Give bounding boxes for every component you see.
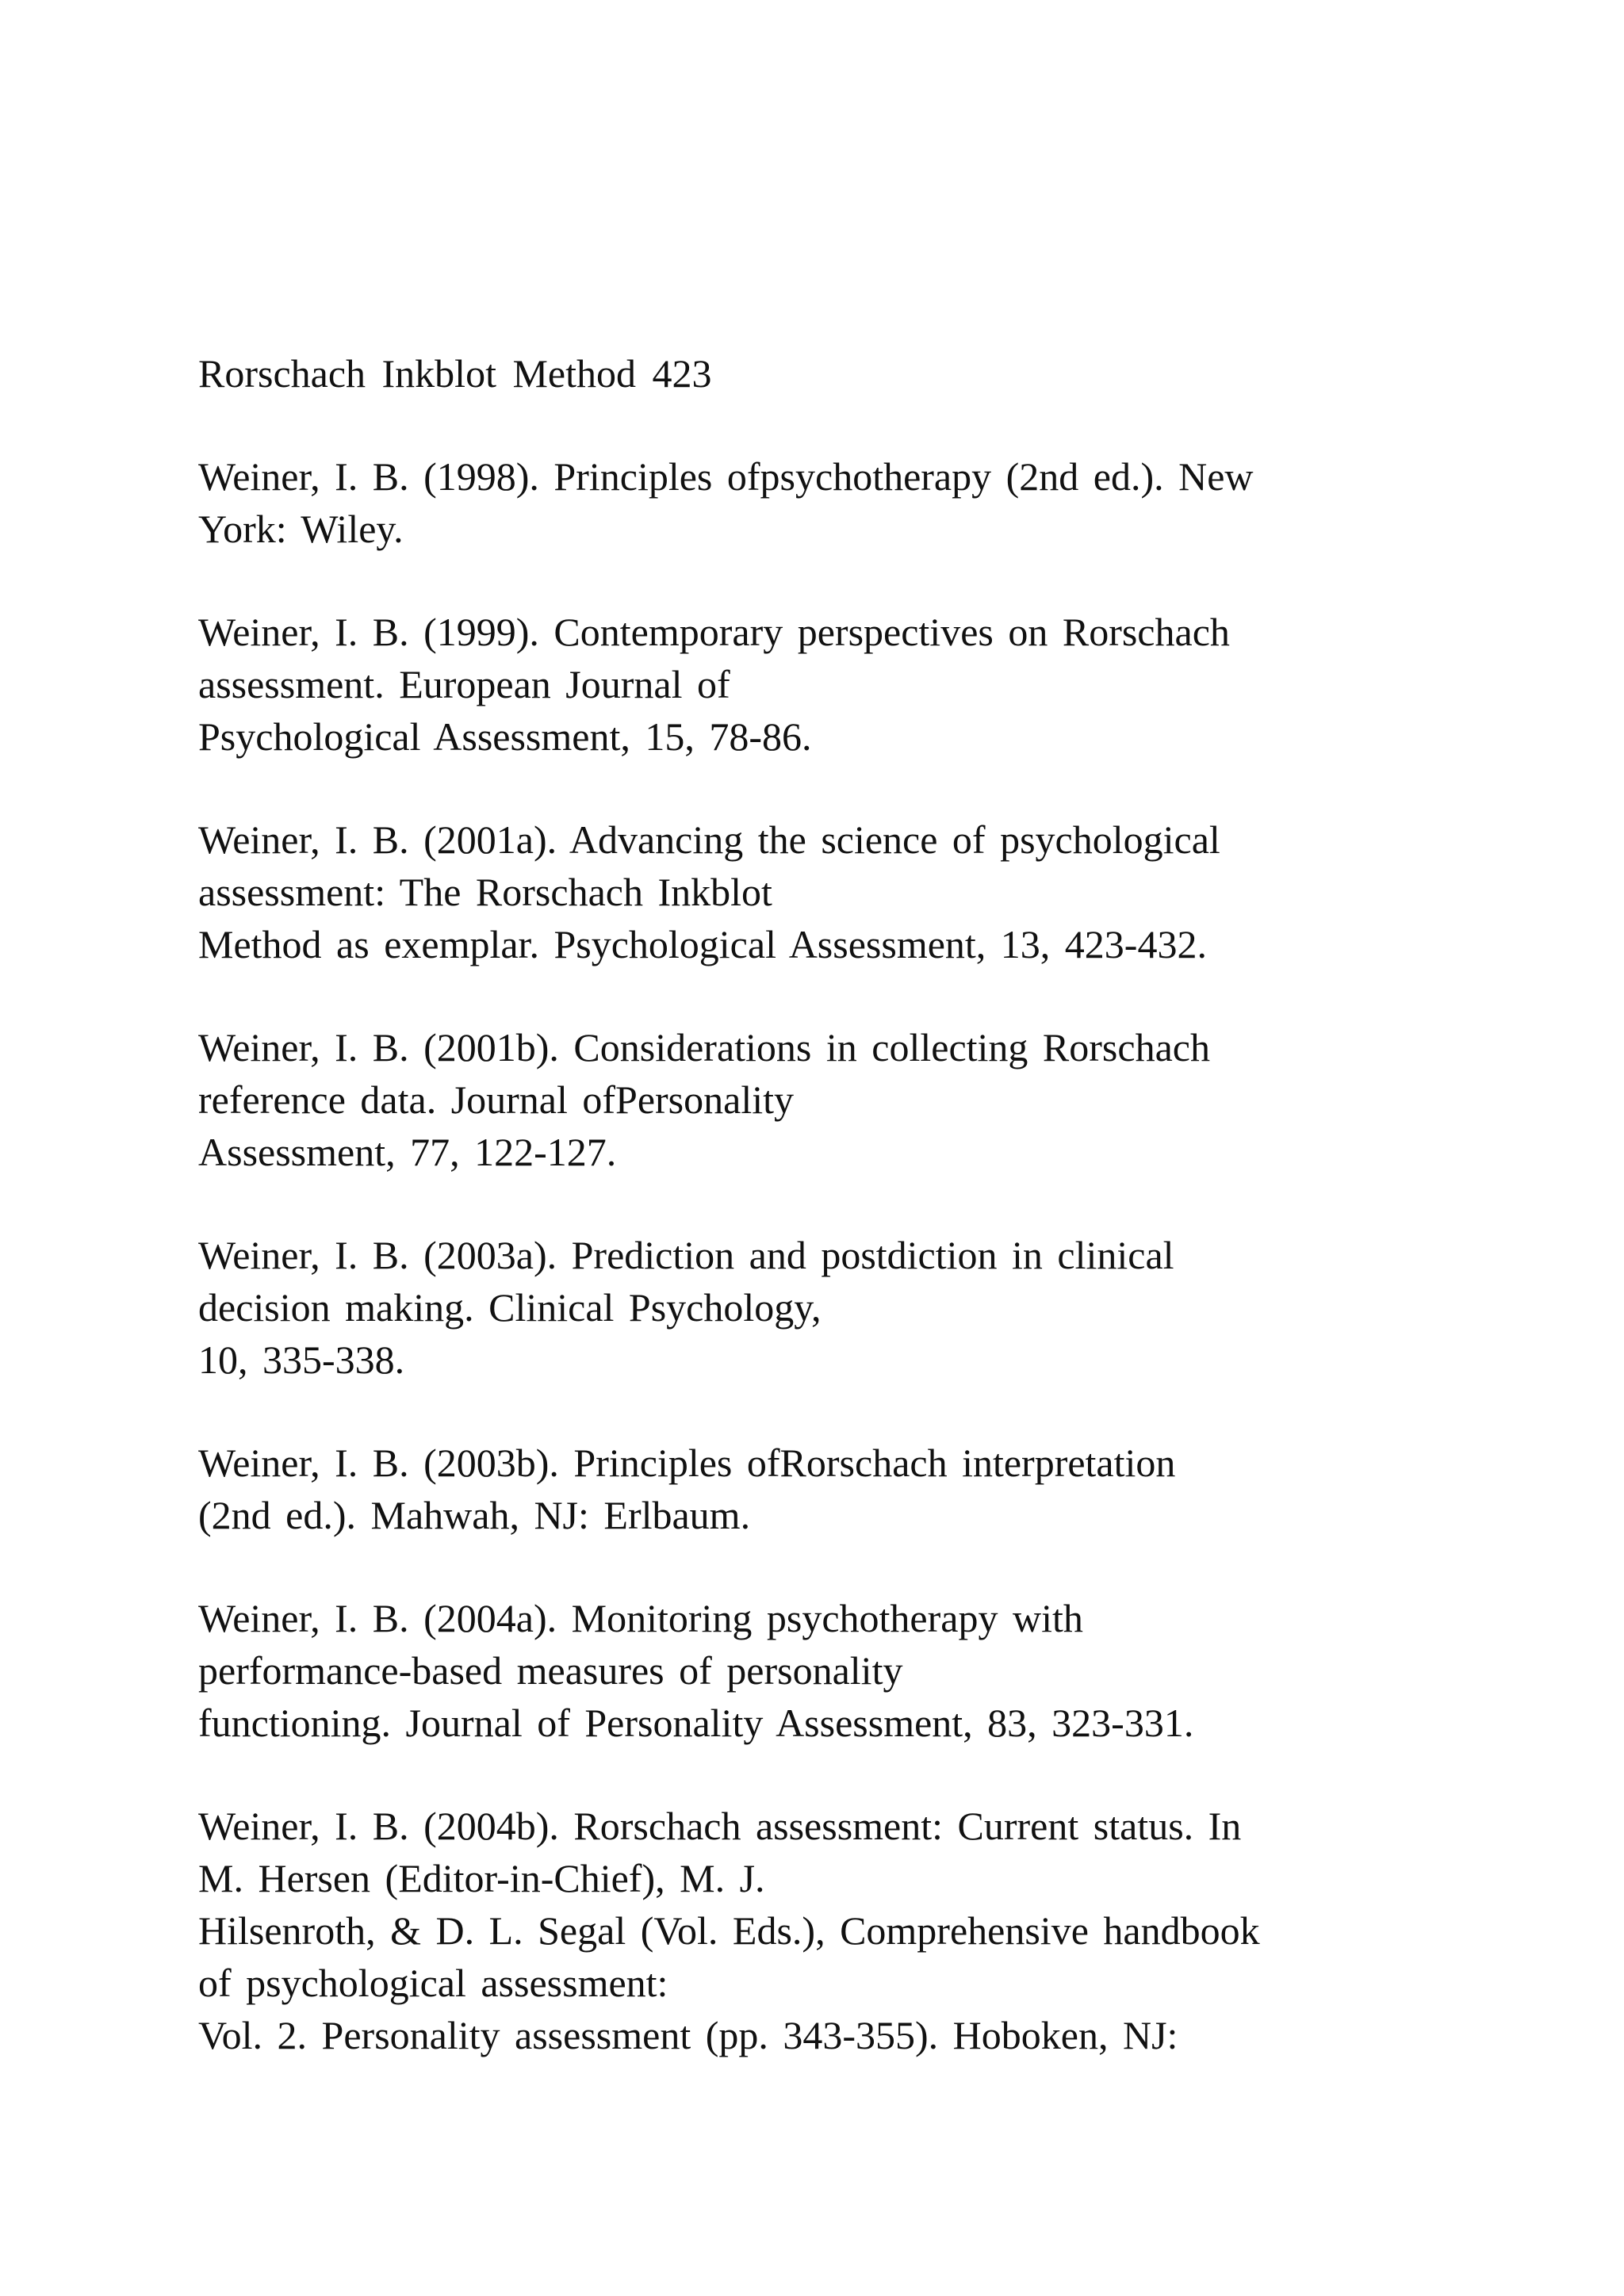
reference-line: decision making. Clinical Psychology, [198,1285,822,1330]
reference-line: Weiner, I. B. (1998). Principles ofpsychotherapy (2nd ed.). New [198,454,1254,499]
reference-line: Psychological Assessment, 15, 78-86. [198,714,812,759]
running-head: Rorschach Inkblot Method 423 [198,351,712,396]
reference-line: Vol. 2. Personality assessment (pp. 343-355). Hoboken, NJ: [198,2013,1178,2057]
reference-line: Assessment, 77, 122-127. [198,1130,617,1174]
reference-line: Method as exemplar. Psychological Assessment, 13, 423-432. [198,922,1207,966]
reference-entry [198,1229,1515,1386]
reference-entry [198,813,1515,970]
reference-line: Weiner, I. B. (2004b). Rorschach assessment: Current status. In [198,1804,1242,1848]
reference-entry [198,450,1515,555]
reference-line: assessment. European Journal of [198,662,730,706]
reference-line: reference data. Journal ofPersonality [198,1077,795,1122]
reference-line: Weiner, I. B. (2003a). Prediction and postdiction in clinical [198,1233,1174,1277]
reference-entry [198,606,1515,763]
reference-entry [198,1800,1515,2061]
reference-line: Weiner, I. B. (2003b). Principles ofRorschach interpretation [198,1441,1176,1485]
reference-line: Weiner, I. B. (2004a). Monitoring psychotherapy with [198,1596,1083,1640]
reference-line: performance-based measures of personality [198,1648,903,1693]
reference-line: 10, 335-338. [198,1337,405,1382]
reference-line: assessment: The Rorschach Inkblot [198,870,772,914]
reference-line: York: Wiley. [198,507,404,551]
reference-entry [198,1592,1515,1749]
reference-line: (2nd ed.). Mahwah, NJ: Erlbaum. [198,1493,751,1537]
reference-line: of psychological assessment: [198,1961,668,2005]
reference-line: Hilsenroth, & D. L. Segal (Vol. Eds.), Comprehensive handbook [198,1908,1260,1953]
reference-line: Weiner, I. B. (1999). Contemporary perspectives on Rorschach [198,610,1230,654]
reference-line: Weiner, I. B. (2001a). Advancing the science of psychological [198,817,1220,862]
reference-entry [198,1021,1515,1178]
reference-line: Weiner, I. B. (2001b). Considerations in collecting Rorschach [198,1025,1210,1070]
document-page [198,347,1515,2112]
reference-entry [198,1437,1515,1541]
reference-line: M. Hersen (Editor-in-Chief), M. J. [198,1856,765,1900]
reference-line: functioning. Journal of Personality Assessment, 83, 323-331. [198,1701,1194,1745]
